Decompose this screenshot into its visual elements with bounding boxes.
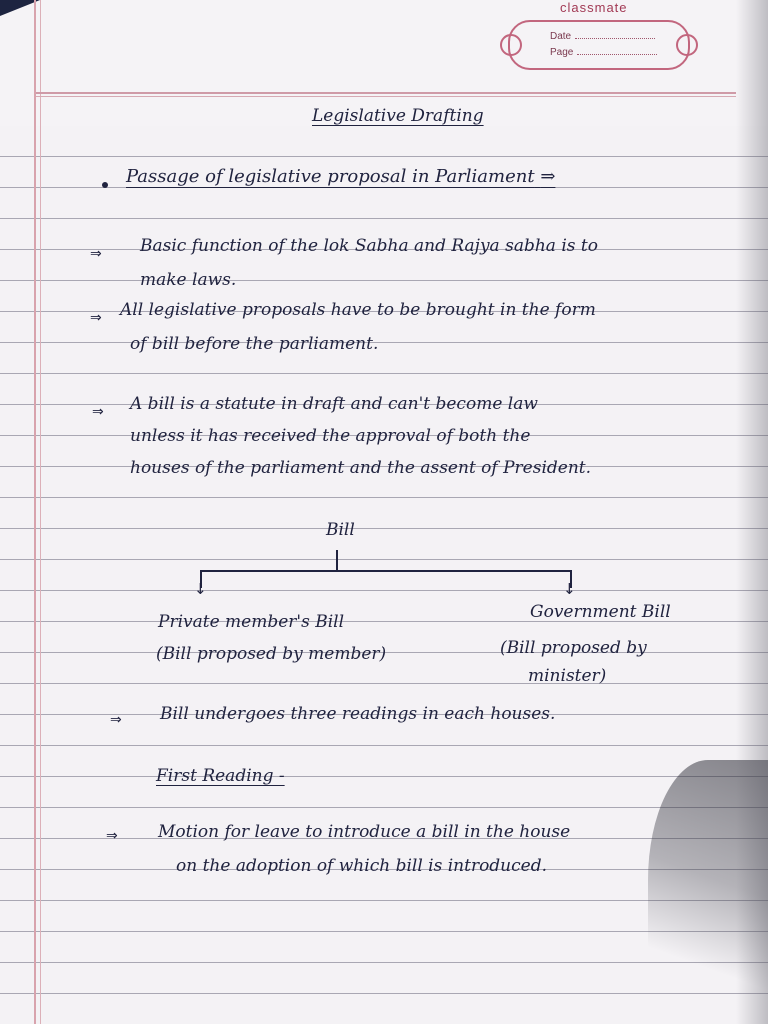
bullet-dot-icon [102,182,108,188]
diagram-right-label: Government Bill [530,602,671,622]
margin-line [34,0,36,1024]
point-2-line-1: All legislative proposals have to be brought in the form [120,300,596,320]
box-curl-right-icon [676,34,698,56]
box-curl-left-icon [500,34,522,56]
diagram-root-label: Bill [326,520,355,540]
page-label: Page [550,47,574,58]
arrow-marker-icon: ⇒ [90,310,102,326]
arrow-marker-icon: ⇒ [92,404,104,420]
first-reading-line-1: Motion for leave to introduce a bill in the house [158,822,571,842]
brand-logo: classmate [560,0,628,15]
first-reading-heading: First Reading - [156,766,285,786]
down-arrow-icon: ↓ [194,580,207,598]
point-1-line-2: make laws. [140,270,237,290]
date-label: Date [550,31,572,42]
header-rule-inner [36,96,736,97]
first-reading-line-2: on the adoption of which bill is introduced. [176,856,548,876]
diagram-right-note-line-1: (Bill proposed by [500,638,647,658]
page-blank [577,46,657,55]
point-3-line-1: A bill is a statute in draft and can't become law [130,394,538,414]
date-page-box [508,20,690,70]
section-heading [126,168,555,186]
page-edge-shadow [736,0,768,1024]
page-field [550,46,657,58]
point-3-line-3: houses of the parliament and the assent of President. [130,458,592,478]
page-title: Legislative Drafting [312,106,484,126]
point-2-line-2: of bill before the parliament. [130,334,379,354]
down-arrow-icon: ↓ [563,580,576,598]
header-rule [36,92,736,94]
diagram-left-note: (Bill proposed by member) [156,644,387,664]
point-1-line-1: Basic function of the lok Sabha and Rajya sabha is to [140,236,598,256]
date-blank [575,30,655,39]
readings-text: Bill undergoes three readings in each houses. [160,704,556,724]
heading-arrow-icon: ⇒ [540,166,556,187]
arrow-marker-icon: ⇒ [110,712,122,728]
date-field [550,30,655,42]
diagram-branch-line [200,570,572,572]
section-heading-text: Passage of legislative proposal in Parliament [126,166,535,187]
arrow-marker-icon: ⇒ [90,246,102,262]
diagram-left-label: Private member's Bill [158,612,345,632]
point-3-line-2: unless it has received the approval of both the [130,426,531,446]
diagram-right-note-line-2: minister) [528,666,607,686]
arrow-marker-icon: ⇒ [106,828,118,844]
diagram-stem [336,550,338,572]
margin-line-inner [40,0,41,1024]
